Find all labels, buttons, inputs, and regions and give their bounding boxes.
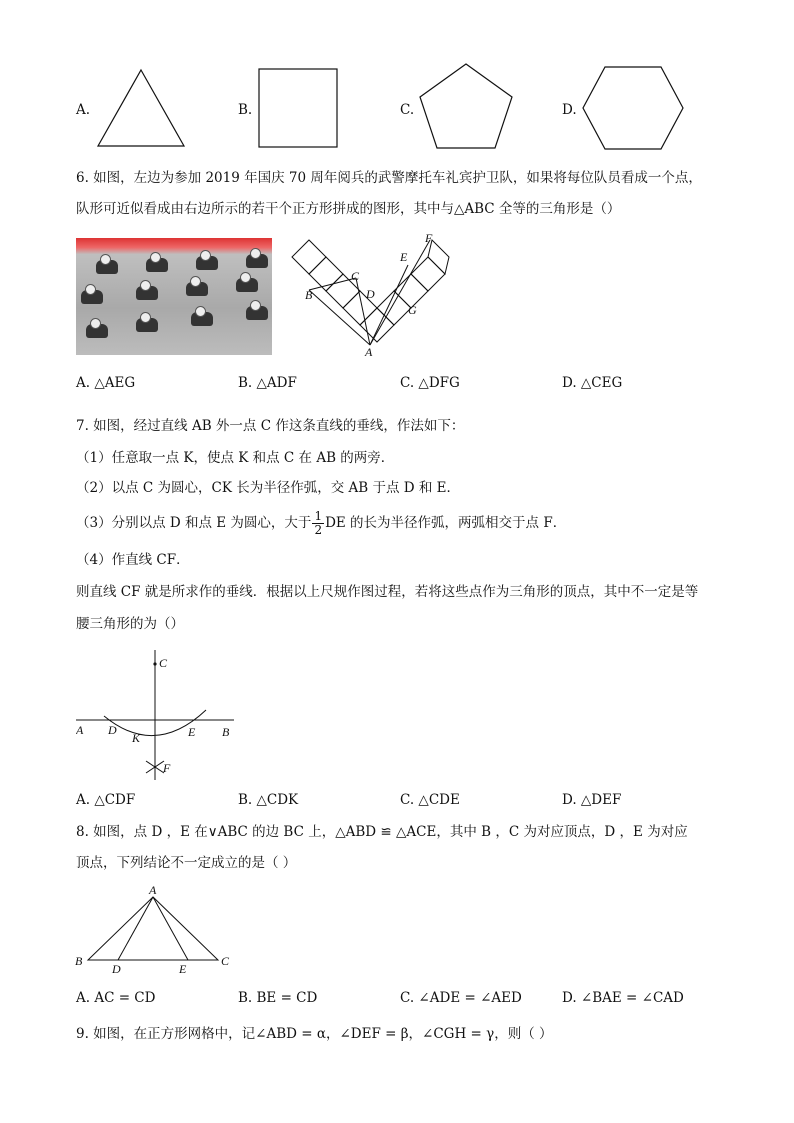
q6-option-c: C. △DFG [400, 375, 460, 391]
q6-square-figure [288, 230, 468, 360]
q6-option-d: D. △CEG [562, 375, 623, 391]
q7-step2: （2）以点 C 为圆心，CK 长为半径作弧，交 AB 于点 D 和 E． [76, 480, 461, 496]
q8-text-line2: 顶点，下列结论不一定成立的是（ ） [76, 855, 297, 871]
pentagon-shape [416, 60, 516, 152]
q7-step3-pre: （3）分别以点 D 和点 E 为圆心，大于 [76, 515, 312, 531]
label-c: C [159, 656, 168, 670]
q8-triangle-figure [72, 880, 240, 976]
label-b: B [75, 954, 83, 968]
q7-text-line3: 腰三角形的为（） [76, 616, 184, 632]
label-b: B [222, 725, 230, 739]
label-g: G [408, 303, 417, 317]
option-a-label: A. [76, 102, 91, 118]
q6-text-line2: 队形可近似看成由右边所示的若干个正方形拼成的图形，其中与△ABC 全等的三角形是（） [76, 201, 621, 217]
q8-option-c: C. ∠ADE = ∠AED [400, 990, 522, 1006]
label-a: A [149, 883, 157, 897]
label-f: F [425, 231, 433, 245]
q7-text-line2: 则直线 CF 就是所求作的垂线．根据以上尺规作图过程，若将这些点作为三角形的顶点，其中不一定是等 [76, 584, 699, 600]
q6-option-a: A. △AEG [76, 375, 136, 391]
label-c: C [221, 954, 230, 968]
motorcycle-escort-photo [76, 238, 272, 355]
q7-option-c: C. △CDE [400, 792, 460, 808]
frac-denominator: 2 [314, 523, 323, 537]
label-d: D [366, 287, 375, 301]
q6-option-b: B. △ADF [238, 375, 297, 391]
hexagon-shape [580, 64, 686, 152]
triangle-shape [94, 64, 188, 150]
label-e: E [400, 250, 408, 264]
label-b: B [305, 288, 313, 302]
q6-text-line1: 6. 如图，左边为参加 2019 年国庆 70 周年阅兵的武警摩托车礼宾护卫队，如果将每位队员看成一个点， [76, 170, 702, 186]
label-d: D [108, 723, 117, 737]
option-c-label: C. [400, 102, 415, 118]
q7-step1: （1）任意取一点 K，使点 K 和点 C 在 AB 的两旁． [76, 450, 395, 466]
fraction-half [312, 510, 324, 537]
q8-option-a: A. AC = CD [76, 990, 156, 1006]
frac-numerator: 1 [314, 509, 323, 523]
q7-option-a: A. △CDF [76, 792, 136, 808]
q7-step3 [76, 508, 566, 538]
label-d: D [112, 962, 121, 976]
q7-step3-post: DE 的长为半径作弧，两弧相交于点 F． [325, 515, 567, 531]
label-f: F [163, 761, 171, 775]
label-c: C [351, 269, 360, 283]
option-d-label: D. [562, 102, 577, 118]
q9-text-line1: 9. 如图，在正方形网格中，记∠ABD = α，∠DEF = β，∠CGH = γ，则（ ） [76, 1026, 553, 1042]
label-a: A [365, 345, 373, 359]
q7-step4: （4）作直线 CF． [76, 552, 190, 568]
label-e: E [188, 725, 196, 739]
label-a: A [76, 723, 84, 737]
label-k: K [132, 731, 141, 745]
q7-construction-figure [76, 648, 246, 784]
q7-text-line1: 7. 如图，经过直线 AB 外一点 C 作这条直线的垂线，作法如下： [76, 418, 465, 434]
q8-option-d: D. ∠BAE = ∠CAD [562, 990, 684, 1006]
option-b-label: B. [238, 102, 253, 118]
label-e: E [179, 962, 187, 976]
q7-option-b: B. △CDK [238, 792, 299, 808]
square-shape [256, 66, 340, 150]
q7-option-d: D. △DEF [562, 792, 622, 808]
q8-text-line1: 8. 如图，点 D ，E 在∨ABC 的边 BC 上，△ABD ≌ △ACE，其中 B ，C 为对应顶点，D ，E 为对应 [76, 824, 688, 840]
q8-option-b: B. BE = CD [238, 990, 318, 1006]
